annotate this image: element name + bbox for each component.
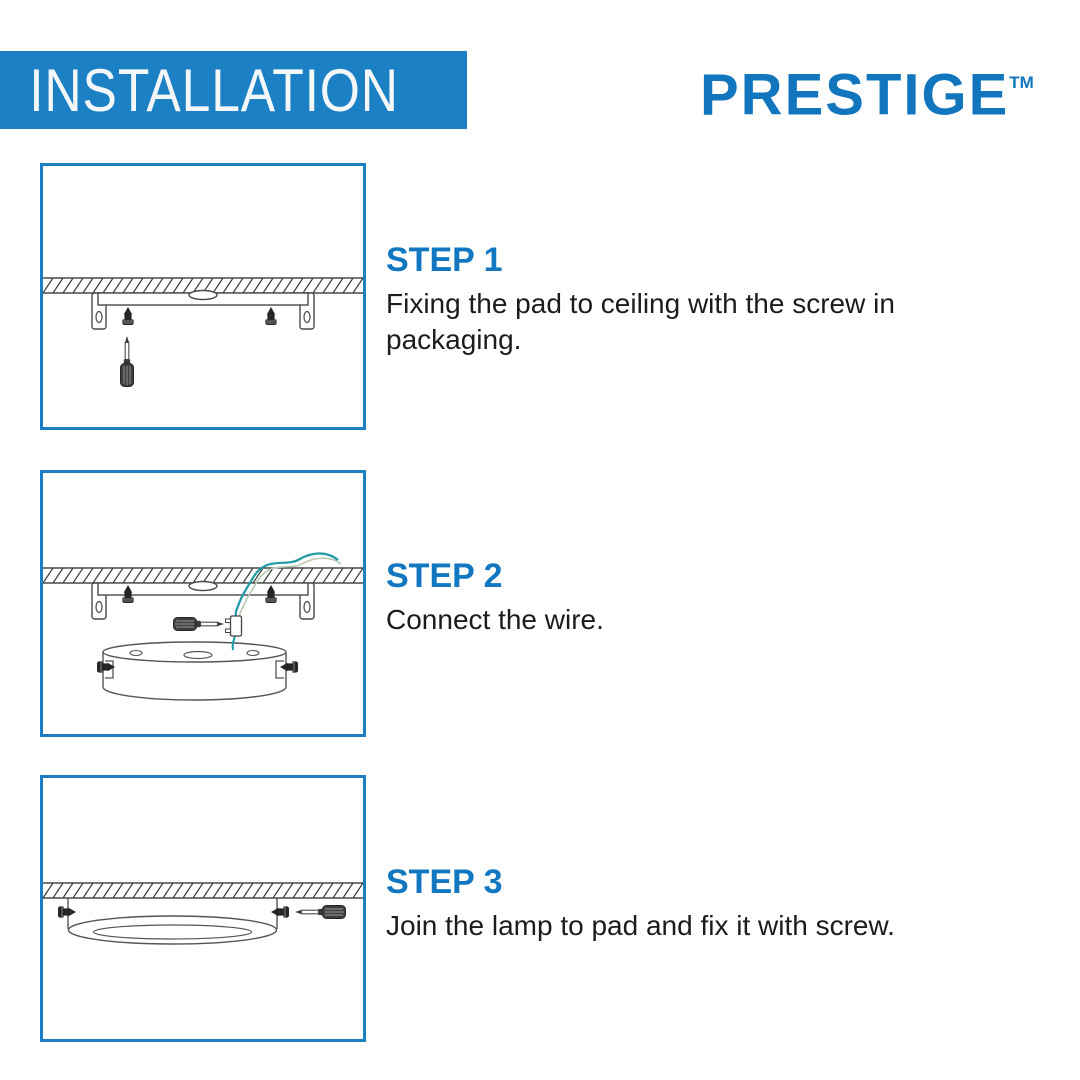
step2-figure [40, 470, 366, 737]
step1-text [386, 240, 986, 358]
step2-text [386, 556, 986, 638]
brand-name: PRESTIGE [700, 62, 1010, 128]
step3-title: STEP 3 [386, 863, 503, 901]
screw-icon [97, 661, 115, 672]
screw-icon [122, 307, 133, 325]
screw-icon [271, 906, 289, 917]
step1-description: Fixing the pad to ceiling with the screw in packaging. [386, 288, 895, 355]
step2-title: STEP 2 [386, 557, 503, 595]
page-title: INSTALLATION [29, 56, 399, 124]
ceiling-hatch [43, 883, 363, 898]
header-bar [0, 51, 467, 129]
step1-figure [40, 163, 366, 430]
screwdriver-icon [295, 906, 346, 919]
step1-diagram [43, 166, 363, 427]
step3-diagram [43, 778, 363, 1039]
trademark-symbol: TM [1009, 73, 1034, 92]
screwdriver-icon [121, 336, 134, 387]
mounted-lamp-icon [68, 898, 277, 944]
wire-connector-icon [226, 616, 242, 636]
screw-icon [265, 307, 276, 325]
lamp-icon [103, 642, 286, 700]
screw-icon [58, 906, 76, 917]
step3-description: Join the lamp to pad and fix it with screw. [386, 910, 895, 941]
screwdriver-icon [174, 618, 225, 631]
step3-figure [40, 775, 366, 1042]
screw-icon [280, 661, 298, 672]
ceiling-hatch [43, 568, 363, 583]
step2-description: Connect the wire. [386, 604, 604, 635]
brand-logo [700, 60, 1034, 128]
step3-text [386, 862, 986, 944]
step2-diagram [43, 473, 363, 734]
step1-title: STEP 1 [386, 241, 503, 279]
